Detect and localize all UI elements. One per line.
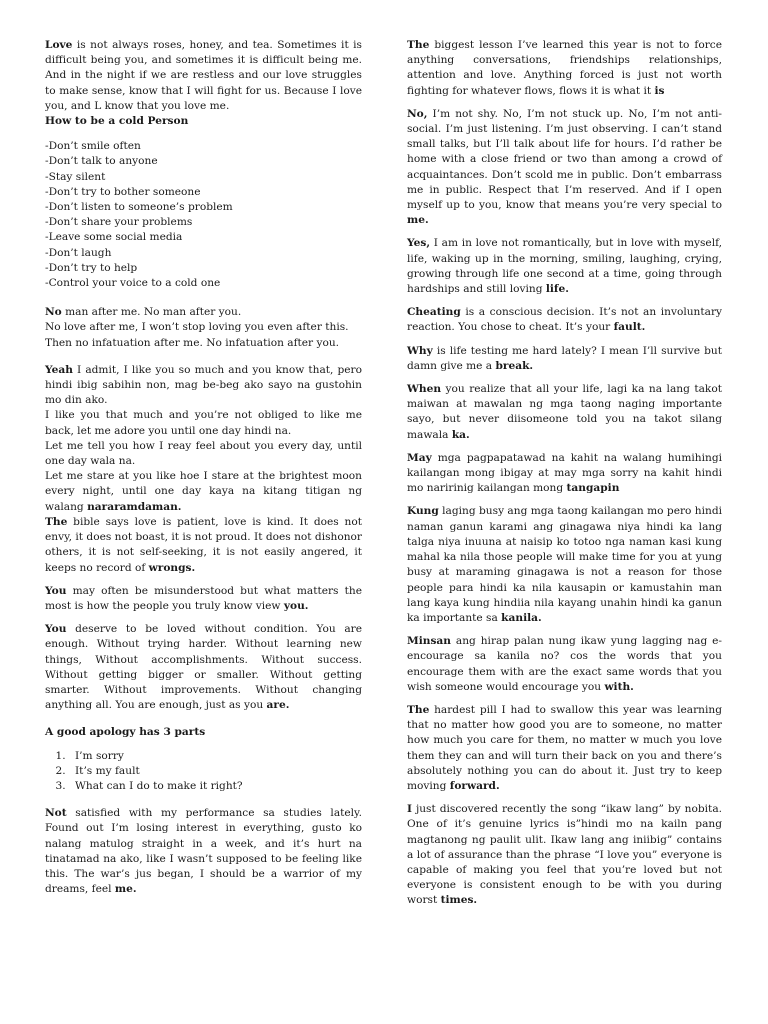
paragraph-stare: Let me stare at you like hoe I stare at the brightest moon every night, until one day kaya na kitang titigan ng walang nararamdaman. — [45, 470, 362, 513]
list-item: -Don’t laugh — [45, 246, 112, 259]
paragraph-why: Why is life testing me hard lately? I mean I’ll survive but damn give me a break. — [407, 344, 722, 372]
paragraph-no-love: No love after me, I won’t stop loving you even after this. — [45, 321, 349, 334]
right-column — [407, 38, 722, 917]
paragraph-hardest-pill: The hardest pill I had to swallow this year was learning that no matter how good you are to someone, no matter how much you care for them, no matter w much you love them they can and will turn their back on you and there’s absolutely nothing you can do about it. Just try to keep moving forward. — [407, 703, 722, 792]
paragraph-when: When you realize that all your life, lagi ka na lang takot maiwan at mawalan ng mga taong naging importante sayo, but never diisomeone told you na takot silang mawala ka. — [407, 383, 722, 441]
paragraph-cheating: Cheating is a conscious decision. It’s not an involuntary reaction. You chose to cheat. It’s your fault. — [407, 306, 722, 334]
left-column — [45, 38, 362, 905]
paragraph-may: May mga pagpapatawad na kahit na walang humihingi kailangan mong ibigay at may mga sorry na kahit hindi mo naririnig kailangan mong tangapin — [407, 451, 722, 495]
paragraph-minsan: Minsan ang hirap palan nung ikaw yung lagging nag e-encourage sa kanila no? cos the words that you encourage them with are the exact same words that you wish someone would encourage you with. — [407, 635, 722, 693]
apology-heading: A good apology has 3 parts — [45, 726, 206, 739]
list-item: -Don’t try to help — [45, 261, 138, 274]
list-item: -Don’t try to bother someone — [45, 185, 201, 198]
paragraph-no-man: No man after me. No man after you. — [45, 306, 242, 319]
paragraph-bible: The bible says love is patient, love is kind. It does not envy, it does not boast, it is not proud. It does not dishonor others, it is not self-seeking, it is not easily angered, it keeps no record of wrongs. — [45, 515, 362, 574]
paragraph-song: I just discovered recently the song “ikaw lang” by nobita. One of it’s genuine lyrics is”hindi mo na kailn pang magtanong ng paulit ulit. Ikaw lang ang iniibig” contains a lot of assurance than the phrase “I love you” everyone is capable of making you feel that you’re loved but not everyone is consistent enough to be with you during worst times. — [407, 803, 722, 907]
spacer — [45, 351, 362, 363]
paragraph-lesson: The biggest lesson I’ve learned this year is not to force anything conversations, friendships relationships, attention and love. Anything forced is just not worth fighting for whatever flows, flows it is what it is — [407, 39, 722, 97]
paragraph-not-shy: No, I’m not shy. No, I’m not stuck up. No, I’m not anti-social. I’m just listening. I’m just observing. I can’t stand small talks, but I’ll talk about life for hours. I’d rather be home with a close friend or two than among a crowd of acquaintances. Don’t scold me in public. Don’t embarrass me in public. Respect that I’m reserved. And if I open myself up to you, know that means you’re very special to me. — [407, 107, 722, 227]
paragraph-misunderstood: You may often be misunderstood but what matters the most is how the people you truly know view you. — [45, 584, 362, 612]
list-item: -Don’t smile often — [45, 140, 141, 153]
list-item: -Stay silent — [45, 170, 106, 183]
list-item: -Don’t talk to anyone — [45, 155, 158, 168]
list-item: -Leave some social media — [45, 231, 183, 244]
paragraph-no-infatuation: Then no infatuation after me. No infatuation after you. — [45, 336, 340, 349]
paragraph-love: Love is not always roses, honey, and tea. Sometimes it is difficult being you, and sometimes it is difficult being me. And in the night if we are restless and our love struggles to make sense, know that I will fight for us. Because I love you, and L know that you love me. — [45, 39, 362, 112]
list-item: 2. It’s my fault — [69, 764, 362, 779]
list-item: 3. What can I do to make it right? — [69, 779, 362, 794]
list-item: 1. I’m sorry — [69, 749, 362, 764]
paragraph-let-me: Let me tell you how I reay feel about you every day, until one day wala na. — [45, 439, 362, 468]
cold-person-list — [45, 139, 362, 291]
list-item: -Don’t share your problems — [45, 216, 193, 229]
paragraph-not-satisfied: Not satisfied with my performance sa studies lately. Found out I’m losing interest in everything, gusto ko nalang matulog straight in a week, and it’s hurt na tinatamad na ako, like I wasn’t supposed to be feeling like this. The war’s jus began, I should be a warrior of my dreams, feel me. — [45, 807, 362, 896]
paragraph-yes: Yes, I am in love not romantically, but in love with myself, life, waking up in the morning, smiling, laughing, crying, growing through life one second at a time, going through hardships and still loving life. — [407, 237, 722, 296]
paragraph-yeah: Yeah I admit, I like you so much and you know that, pero hindi ibig sabihin non, mag be-beg ako sayo na gustohin mo din ako. — [45, 363, 362, 407]
cold-person-heading: How to be a cold Person — [45, 115, 189, 128]
list-item: -Don’t listen to someone’s problem — [45, 201, 233, 214]
list-item: -Control your voice to a cold one — [45, 277, 221, 290]
apology-list — [45, 749, 362, 795]
paragraph-i-like: I like you that much and you’re not obliged to like me back, let me adore you until one day hindi na. — [45, 409, 362, 437]
paragraph-kung: Kung laging busy ang mga taong kailangan mo pero hindi naman ganun karami ang ginagawa niya hindi ka lang talga niya inuuna at naisip ko totoo nga naman kasi kung mahal ka nila those people will make time for you at yung busy at maraming ginagawa is not a reason for those people para hindi ka nila kausapin or kamustahin man lang kaya kung hindiia nila kayang unahin hindi ka ganun ka importante sa kanila. — [407, 505, 722, 624]
paragraph-deserve: You deserve to be loved without condition. You are enough. Without trying harder. Without learning new things, Without accomplishments. Without success. Without getting bigger or smaller. Without getting smarter. Without improvements. Without changing anything all. You are enough, just as you are. — [45, 623, 362, 712]
